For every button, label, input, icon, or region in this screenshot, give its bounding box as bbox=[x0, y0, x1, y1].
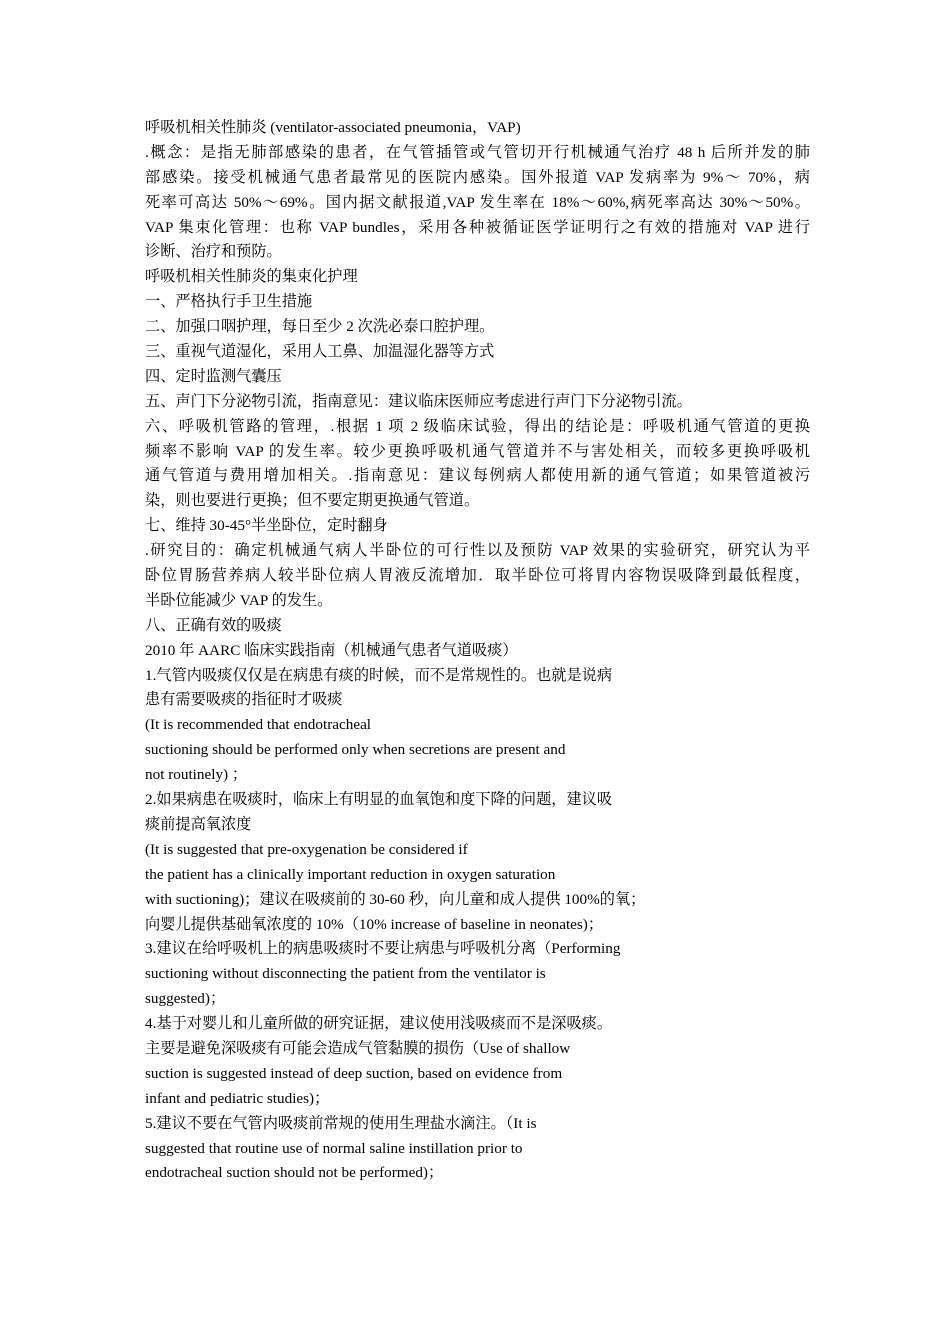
text-line: 3.建议在给呼吸机上的病患吸痰时不要让病患与呼吸机分离（Performing bbox=[145, 940, 621, 958]
list-item: 二、加强口咽护理，每日至少 2 次洗必泰口腔护理。 bbox=[145, 318, 495, 336]
list-item: 四、定时监测气囊压 bbox=[145, 367, 282, 385]
text-line: with suctioning)；建议在吸痰前的 30-60 秒，向儿童和成人提供 100%的氧； bbox=[145, 890, 646, 908]
text-line: suction is suggested instead of deep suction, based on evidence from bbox=[145, 1064, 563, 1082]
text-line: 卧位胃肠营养病人较半卧位病人胃液反流增加．取半卧位可将胃内容物误吸降到最低程度， bbox=[145, 567, 810, 585]
text-line: .研究目的：确定机械通气病人半卧位的可行性以及预防 VAP 效果的实验研究，研究认为平 bbox=[145, 542, 810, 560]
text-line: suggested that routine use of normal saline instillation prior to bbox=[145, 1139, 523, 1157]
document-body bbox=[145, 116, 810, 1186]
section-heading: 2010 年 AARC 临床实践指南（机械通气患者气道吸痰） bbox=[145, 641, 518, 659]
text-line: 2.如果病患在吸痰时，临床上有明显的血氧饱和度下降的问题，建议吸 bbox=[145, 791, 613, 809]
text-line: 5.建议不要在气管内吸痰前常规的使用生理盐水滴注。（It is bbox=[145, 1114, 537, 1132]
text-line: .概念：是指无肺部感染的患者，在气管插管或气管切开行机械通气治疗 48 h 后所并发的肺 bbox=[145, 143, 810, 161]
text-line: suggested)； bbox=[145, 990, 226, 1008]
list-item: 八、正确有效的吸痰 bbox=[145, 616, 282, 634]
list-item: 三、重视气道湿化，采用人工鼻、加温湿化器等方式 bbox=[145, 343, 495, 361]
text-line: 4.基于对婴儿和儿童所做的研究证据，建议使用浅吸痰而不是深吸痰。 bbox=[145, 1015, 613, 1033]
text-line: (It is recommended that endotracheal bbox=[145, 716, 372, 734]
text-line: 通气管道与费用增加相关。.指南意见：建议每例病人都使用新的通气管道；如果管道被污 bbox=[145, 467, 810, 485]
text-line: infant and pediatric studies)； bbox=[145, 1089, 330, 1107]
text-line: 频率不影响 VAP 的发生率。较少更换呼吸机通气管道并不与害处相关，而较多更换呼吸机 bbox=[145, 442, 810, 460]
text-line: 诊断、治疗和预防。 bbox=[145, 243, 282, 261]
text-line: not routinely) ； bbox=[145, 766, 248, 784]
list-item: 一、严格执行手卫生措施 bbox=[145, 293, 313, 311]
text-line: VAP 集束化管理：也称 VAP bundles，采用各种被循证医学证明行之有效的措施对 VAP 进行 bbox=[145, 218, 810, 236]
text-line: 染，则也要进行更换；但不要定期更换通气管道。 bbox=[145, 492, 480, 510]
text-line: suctioning should be performed only when secretions are present and bbox=[145, 741, 566, 759]
text-line: suctioning without disconnecting the patient from the ventilator is bbox=[145, 965, 546, 983]
list-item: 五、声门下分泌物引流，指南意见：建议临床医师应考虑进行声门下分泌物引流。 bbox=[145, 392, 692, 410]
text-line: 主要是避免深吸痰有可能会造成气管黏膜的损伤（Use of shallow bbox=[145, 1039, 571, 1057]
list-item: 六、呼吸机管路的管理，.根据 1 项 2 级临床试验，得出的结论是：呼吸机通气管道的更换 bbox=[145, 417, 810, 435]
text-line: the patient has a clinically important reduction in oxygen saturation bbox=[145, 865, 556, 883]
text-line: 1.气管内吸痰仅仅是在病患有痰的时候，而不是常规性的。也就是说病 bbox=[145, 666, 613, 684]
text-line: 患有需要吸痰的指征时才吸痰 bbox=[145, 691, 343, 709]
text-line: 痰前提高氧浓度 bbox=[145, 815, 252, 833]
section-heading: 呼吸机相关性肺炎的集束化护理 bbox=[145, 268, 358, 286]
text-line: 部感染。接受机械通气患者最常见的医院内感染。国外报道 VAP 发病率为 9%～ 70%，病 bbox=[145, 168, 810, 186]
list-item: 七、维持 30-45°半坐卧位，定时翻身 bbox=[145, 517, 388, 535]
text-line: (It is suggested that pre-oxygenation be considered if bbox=[145, 840, 468, 858]
text-line: 向婴儿提供基础氧浓度的 10%（10% increase of baseline in neonates)； bbox=[145, 915, 604, 933]
text-line: endotracheal suction should not be performed)； bbox=[145, 1164, 444, 1182]
title-line: 呼吸机相关性肺炎 (ventilator-associated pneumonia，VAP) bbox=[145, 119, 521, 136]
text-line: 死率可高达 50%～69%。国内据文献报道,VAP 发生率在 18%～60%,病死率高达 30%～50%。 bbox=[145, 193, 810, 211]
text-line: 半卧位能减少 VAP 的发生。 bbox=[145, 591, 333, 609]
